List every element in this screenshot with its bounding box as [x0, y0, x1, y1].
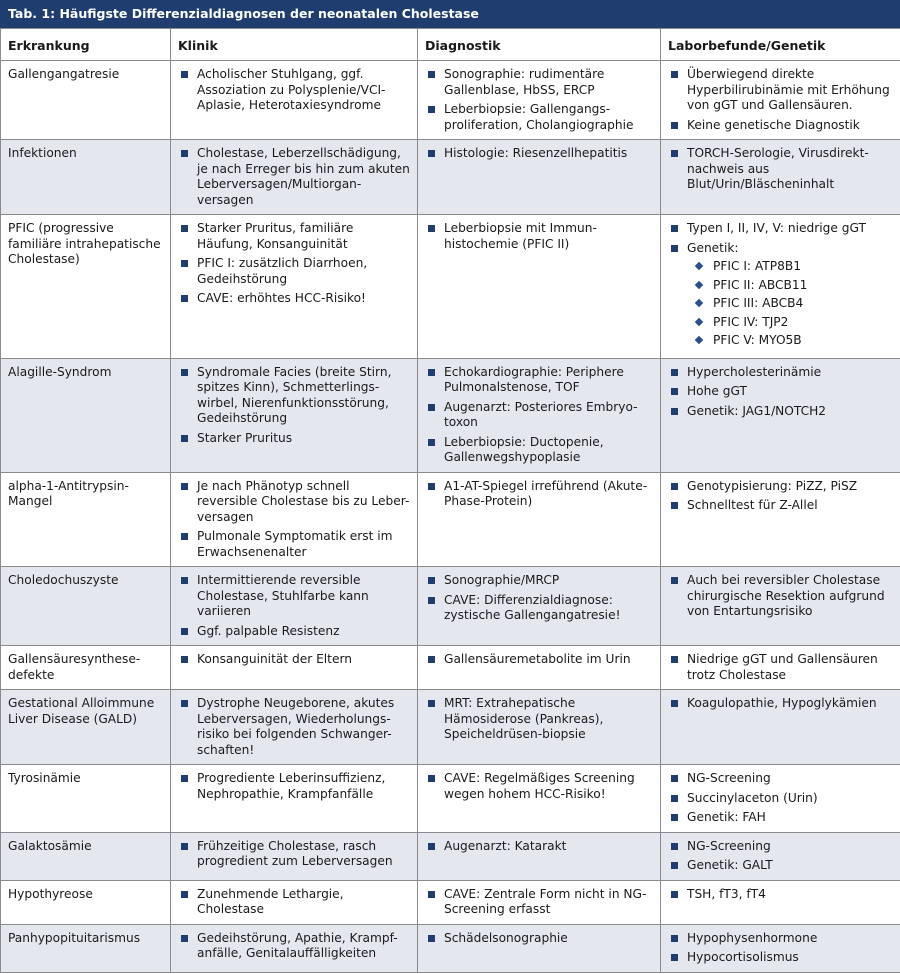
list-item: [668, 573, 894, 620]
square-bullet-icon: [428, 891, 435, 898]
list-item-text: Starker Pruritus: [197, 430, 293, 445]
square-bullet-icon: [671, 814, 678, 821]
list-item: [178, 624, 411, 640]
bullet-list: [178, 839, 411, 870]
square-bullet-icon: [181, 891, 188, 898]
list-item: [668, 791, 894, 807]
list-item-text: Sonographie/MRCP: [444, 573, 560, 587]
list-item-text: Koagulopathie, Hypoglykämien: [687, 696, 877, 710]
list-item: [178, 67, 411, 114]
list-item: [425, 479, 654, 510]
table-row: [1, 140, 900, 215]
list-item: [668, 696, 894, 712]
cell-diagnostics: [418, 140, 661, 215]
square-bullet-icon: [428, 439, 435, 446]
list-item-text: Hypercholesterinämie: [687, 364, 822, 379]
square-bullet-icon: [181, 225, 188, 232]
list-item-text: CAVE: erhöhtes HCC-Risiko!: [197, 291, 366, 305]
cell-diagnostics: [418, 765, 661, 833]
header-clinic: Klinik: [171, 29, 418, 61]
cell-diagnostics: [418, 215, 661, 359]
bullet-list: [668, 67, 894, 133]
sub-list-item: [694, 315, 894, 331]
square-bullet-icon: [671, 388, 678, 395]
bullet-list: [178, 146, 411, 208]
cell-clinic: [171, 832, 418, 880]
list-item-text: Hypophysenhormone: [687, 930, 818, 945]
list-item: [425, 67, 654, 98]
list-item: [668, 146, 894, 193]
list-item-text: Genetik: FAH: [687, 810, 766, 824]
square-bullet-icon: [181, 150, 188, 157]
list-item: [668, 810, 894, 826]
cell-disease: Infektionen: [1, 140, 171, 215]
table-row: [1, 880, 900, 924]
square-bullet-icon: [671, 483, 678, 490]
sub-list-item: [694, 278, 894, 294]
cell-lab-genetics: [661, 832, 900, 880]
list-item-text: Dystrophe Neugeborene, akutes Leberversagen, Wiederholungs-risiko bei folgenden Schwanger-schaften!: [197, 696, 395, 757]
cell-clinic: [171, 924, 418, 972]
differential-diagnosis-table: [0, 28, 900, 973]
sub-list-item-text: PFIC I: ATP8B1: [713, 259, 801, 273]
list-item: [178, 256, 411, 287]
list-item-text: Auch bei reversibler Cholestase chirurgische Resektion aufgrund von Entartungsrisiko: [687, 573, 885, 618]
sub-list-item-text: PFIC III: ABCB4: [713, 296, 804, 310]
list-item: [178, 291, 411, 307]
list-item: [425, 931, 654, 947]
list-item: [178, 931, 411, 962]
cell-diagnostics: [418, 880, 661, 924]
diamond-bullet-icon: [695, 336, 703, 344]
sub-list-item: [694, 259, 894, 275]
list-item: [668, 771, 894, 787]
square-bullet-icon: [181, 483, 188, 490]
list-item: [425, 573, 654, 589]
bullet-list: [178, 365, 411, 447]
cell-lab-genetics: [661, 765, 900, 833]
bullet-list: [668, 365, 894, 420]
cell-clinic: [171, 765, 418, 833]
square-bullet-icon: [428, 404, 435, 411]
square-bullet-icon: [671, 862, 678, 869]
cell-clinic: [171, 358, 418, 472]
square-bullet-icon: [181, 700, 188, 707]
square-bullet-icon: [181, 775, 188, 782]
square-bullet-icon: [671, 843, 678, 850]
square-bullet-icon: [181, 435, 188, 442]
sub-list-item-text: PFIC V: MYO5B: [713, 333, 802, 347]
cell-disease: Panhypopituitarismus: [1, 924, 171, 972]
bullet-list: [425, 146, 654, 162]
square-bullet-icon: [181, 71, 188, 78]
cell-disease: Gallensäuresynthese-defekte: [1, 646, 171, 690]
list-item: [178, 529, 411, 560]
list-item-text: Gedeihstörung, Apathie, Krampf-anfälle, Genitalauffälligkeiten: [197, 930, 398, 960]
cell-lab-genetics: [661, 924, 900, 972]
cell-diagnostics: [418, 567, 661, 646]
bullet-list: [425, 839, 654, 855]
cell-clinic: [171, 140, 418, 215]
diamond-bullet-icon: [695, 262, 703, 270]
table-row: [1, 358, 900, 472]
list-item-text: NG-Screening: [687, 838, 771, 853]
square-bullet-icon: [181, 656, 188, 663]
cell-clinic: [171, 61, 418, 140]
diamond-bullet-icon: [695, 280, 703, 288]
cell-lab-genetics: [661, 140, 900, 215]
list-item: [668, 404, 894, 420]
bullet-list: [178, 771, 411, 802]
bullet-list: [425, 573, 654, 624]
square-bullet-icon: [181, 628, 188, 635]
list-item: [178, 696, 411, 758]
list-item: [425, 146, 654, 162]
square-bullet-icon: [181, 260, 188, 267]
list-item: [425, 365, 654, 396]
list-item-text: Schnelltest für Z-Allel: [687, 498, 818, 512]
list-item: [178, 479, 411, 526]
bullet-list: [425, 479, 654, 510]
list-item-text: Konsanguinität der Eltern: [197, 652, 352, 666]
list-item: [668, 384, 894, 400]
diamond-bullet-icon: [695, 299, 703, 307]
list-item-text: Hohe gGT: [687, 384, 747, 398]
cell-diagnostics: [418, 61, 661, 140]
cell-lab-genetics: [661, 61, 900, 140]
list-item-text: Echokardiographie: Periphere Pulmonalstenose, TOF: [444, 364, 624, 394]
list-item: [668, 858, 894, 874]
square-bullet-icon: [671, 795, 678, 802]
list-item: [425, 771, 654, 802]
bullet-list: [178, 652, 411, 668]
square-bullet-icon: [428, 483, 435, 490]
list-item-text: CAVE: Zentrale Form nicht in NG-Screening erfasst: [444, 886, 647, 916]
square-bullet-icon: [181, 935, 188, 942]
bullet-list: [668, 146, 894, 193]
list-item-text: Cholestase, Leberzellschädigung, je nach Erreger bis hin zum akuten Leberversagen/Multiorgan-versagen: [197, 146, 410, 207]
square-bullet-icon: [671, 71, 678, 78]
square-bullet-icon: [671, 150, 678, 157]
list-item: [178, 771, 411, 802]
list-item-text: Augenarzt: Posteriores Embryo-toxon: [444, 399, 638, 429]
list-item-text: Ggf. palpable Resistenz: [197, 623, 340, 638]
square-bullet-icon: [671, 656, 678, 663]
table-row: [1, 646, 900, 690]
list-item: [425, 221, 654, 252]
cell-lab-genetics: [661, 567, 900, 646]
list-item-text: Acholischer Stuhlgang, ggf. Assoziation zu Polysplenie/VCI-Aplasie, Heterotaxiesyndrome: [197, 67, 386, 112]
bullet-list: [668, 771, 894, 826]
bullet-list: [425, 652, 654, 668]
list-item-text: Gallensäuremetabolite im Urin: [444, 652, 631, 666]
list-item-text: Starker Pruritus, familiäre Häufung, Konsanguinität: [197, 221, 354, 251]
list-item-text: PFIC I: zusätzlich Diarrhoen, Gedeihstörung: [197, 256, 368, 286]
list-item-text: TSH, fT3, fT4: [687, 886, 766, 901]
list-item-text: Keine genetische Diagnostik: [687, 117, 860, 132]
list-item: [178, 431, 411, 447]
bullet-list: [178, 67, 411, 114]
sub-list-item-text: PFIC II: ABCB11: [713, 277, 808, 292]
list-item-text: Genetik:: [687, 240, 739, 255]
list-item-text: Progrediente Leberinsuffizienz, Nephropathie, Krampfanfälle: [197, 771, 386, 801]
table-row: [1, 61, 900, 140]
table-row: [1, 765, 900, 833]
square-bullet-icon: [428, 843, 435, 850]
cell-disease: Choledochuszyste: [1, 567, 171, 646]
square-bullet-icon: [671, 502, 678, 509]
list-item-text: MRT: Extrahepatische Hämosiderose (Pankreas), Speicheldrüsen-biopsie: [444, 696, 604, 741]
list-item: [425, 696, 654, 743]
square-bullet-icon: [428, 597, 435, 604]
table-body: [1, 61, 900, 973]
list-item: [668, 221, 894, 237]
list-item-text: CAVE: Regelmäßiges Screening wegen hohem HCC-Risiko!: [444, 771, 635, 801]
square-bullet-icon: [428, 700, 435, 707]
header-lab-genetics: Laborbefunde/Genetik: [661, 29, 900, 61]
square-bullet-icon: [428, 935, 435, 942]
cell-clinic: [171, 646, 418, 690]
cell-clinic: [171, 567, 418, 646]
bullet-list: [425, 67, 654, 133]
square-bullet-icon: [671, 122, 678, 129]
square-bullet-icon: [428, 106, 435, 113]
genetics-sub-list: [694, 259, 894, 349]
cell-lab-genetics: [661, 358, 900, 472]
square-bullet-icon: [671, 369, 678, 376]
list-item: [178, 839, 411, 870]
bullet-list: [178, 221, 411, 307]
bullet-list: [668, 221, 894, 349]
bullet-list: [425, 887, 654, 918]
table-row: [1, 690, 900, 765]
bullet-list: [425, 221, 654, 252]
list-item-text: Niedrige gGT und Gallensäuren trotz Cholestase: [687, 652, 878, 682]
bullet-list: [425, 771, 654, 802]
bullet-list: [668, 887, 894, 903]
list-item: [178, 365, 411, 427]
bullet-list: [178, 887, 411, 918]
sub-list-item-text: PFIC IV: TJP2: [713, 314, 789, 329]
cell-disease: Alagille-Syndrom: [1, 358, 171, 472]
bullet-list: [425, 696, 654, 743]
bullet-list: [668, 479, 894, 514]
list-item: [668, 839, 894, 855]
cell-disease: Gestational Alloimmune Liver Disease (GALD): [1, 690, 171, 765]
list-item: [178, 146, 411, 208]
list-item: [178, 887, 411, 918]
cell-disease: Galaktosämie: [1, 832, 171, 880]
table-row: [1, 924, 900, 972]
list-item-text: Leberbiopsie: Ductopenie, Gallenwegshypoplasie: [444, 434, 604, 464]
cell-clinic: [171, 472, 418, 567]
list-item-text: Pulmonale Symptomatik erst im Erwachsenenalter: [197, 529, 393, 559]
square-bullet-icon: [671, 225, 678, 232]
list-item: [668, 241, 894, 349]
cell-lab-genetics: [661, 690, 900, 765]
list-item-text: Sonographie: rudimentäre Gallenblase, HbSS, ERCP: [444, 67, 605, 97]
bullet-list: [668, 931, 894, 966]
sub-list-item: [694, 296, 894, 312]
list-item: [425, 887, 654, 918]
square-bullet-icon: [671, 245, 678, 252]
square-bullet-icon: [671, 408, 678, 415]
bullet-list: [668, 696, 894, 712]
bullet-list: [668, 652, 894, 683]
list-item: [425, 652, 654, 668]
list-item: [425, 435, 654, 466]
list-item-text: Typen I, II, IV, V: niedrige gGT: [687, 221, 866, 235]
square-bullet-icon: [671, 577, 678, 584]
square-bullet-icon: [671, 775, 678, 782]
list-item-text: Intermittierende reversible Cholestase, Stuhlfarbe kann variieren: [197, 573, 369, 618]
list-item-text: A1-AT-Spiegel irreführend (Akute-Phase-Protein): [444, 478, 648, 508]
square-bullet-icon: [181, 295, 188, 302]
list-item-text: Überwiegend direkte Hyperbilirubinämie mit Erhöhung von gGT und Gallensäuren.: [687, 67, 890, 112]
bullet-list: [178, 696, 411, 758]
list-item-text: TORCH-Serologie, Virusdirekt-nachweis aus Blut/Urin/Bläscheninhalt: [687, 146, 869, 191]
list-item: [668, 931, 894, 947]
cell-disease: Tyrosinämie: [1, 765, 171, 833]
bullet-list: [668, 573, 894, 620]
list-item-text: Schädelsonographie: [444, 930, 568, 945]
cell-lab-genetics: [661, 880, 900, 924]
cell-disease: PFIC (progressive familiäre intrahepatische Cholestase): [1, 215, 171, 359]
list-item-text: Augenarzt: Katarakt: [444, 838, 567, 853]
bullet-list: [425, 365, 654, 466]
list-item-text: Genetik: GALT: [687, 858, 773, 872]
cell-clinic: [171, 880, 418, 924]
square-bullet-icon: [671, 935, 678, 942]
list-item-text: Zunehmende Lethargie, Cholestase: [197, 886, 344, 916]
list-item-text: Succinylaceton (Urin): [687, 790, 818, 805]
list-item: [668, 498, 894, 514]
bullet-list: [668, 839, 894, 874]
square-bullet-icon: [428, 577, 435, 584]
cell-diagnostics: [418, 924, 661, 972]
list-item: [425, 102, 654, 133]
list-item-text: CAVE: Differenzialdiagnose: zystische Gallengangatresie!: [444, 592, 621, 622]
list-item-text: Frühzeitige Cholestase, rasch progredient zum Leberversagen: [197, 838, 393, 868]
square-bullet-icon: [181, 369, 188, 376]
square-bullet-icon: [428, 369, 435, 376]
square-bullet-icon: [181, 843, 188, 850]
sub-list-item: [694, 333, 894, 349]
list-item: [425, 839, 654, 855]
header-diagnostics: Diagnostik: [418, 29, 661, 61]
cell-diagnostics: [418, 646, 661, 690]
list-item-text: Genotypisierung: PiZZ, PiSZ: [687, 478, 858, 493]
list-item: [668, 479, 894, 495]
list-item: [668, 950, 894, 966]
cell-diagnostics: [418, 358, 661, 472]
bullet-list: [178, 573, 411, 639]
square-bullet-icon: [428, 71, 435, 78]
diamond-bullet-icon: [695, 317, 703, 325]
list-item-text: Genetik: JAG1/NOTCH2: [687, 403, 827, 418]
table-title: Tab. 1: Häufigste Differenzialdiagnosen der neonatalen Cholestase: [0, 0, 900, 28]
list-item: [425, 593, 654, 624]
cell-diagnostics: [418, 690, 661, 765]
square-bullet-icon: [671, 700, 678, 707]
square-bullet-icon: [671, 891, 678, 898]
square-bullet-icon: [428, 656, 435, 663]
list-item-text: Je nach Phänotyp schnell reversible Cholestase bis zu Leber-versagen: [197, 478, 410, 524]
cell-disease: Gallengangatresie: [1, 61, 171, 140]
square-bullet-icon: [181, 533, 188, 540]
list-item-text: Leberbiopsie: Gallengangs-proliferation, Cholangiographie: [444, 102, 634, 132]
bullet-list: [425, 931, 654, 947]
cell-lab-genetics: [661, 472, 900, 567]
square-bullet-icon: [428, 775, 435, 782]
list-item: [668, 887, 894, 903]
list-item-text: Histologie: Riesenzellhepatitis: [444, 146, 628, 160]
table-row: [1, 832, 900, 880]
list-item: [668, 118, 894, 134]
cell-diagnostics: [418, 472, 661, 567]
list-item: [668, 365, 894, 381]
list-item-text: NG-Screening: [687, 771, 771, 785]
cell-diagnostics: [418, 832, 661, 880]
square-bullet-icon: [181, 577, 188, 584]
cell-lab-genetics: [661, 646, 900, 690]
table-row: [1, 567, 900, 646]
table-row: [1, 472, 900, 567]
square-bullet-icon: [428, 225, 435, 232]
bullet-list: [178, 479, 411, 561]
list-item: [668, 67, 894, 114]
list-item-text: Syndromale Facies (breite Stirn, spitzes Kinn), Schmetterlings-wirbel, Nierenfunktionsstörung, Gedeihstörung: [197, 364, 392, 425]
header-row: [1, 29, 900, 61]
list-item: [178, 221, 411, 252]
cell-clinic: [171, 215, 418, 359]
list-item-text: Leberbiopsie mit Immun-histochemie (PFIC II): [444, 221, 597, 251]
list-item: [178, 652, 411, 668]
list-item: [425, 400, 654, 431]
cell-clinic: [171, 690, 418, 765]
bullet-list: [178, 931, 411, 962]
header-disease: Erkrankung: [1, 29, 171, 61]
square-bullet-icon: [428, 150, 435, 157]
list-item: [178, 573, 411, 620]
cell-disease: alpha-1-Antitrypsin-Mangel: [1, 472, 171, 567]
table-row: [1, 215, 900, 359]
list-item-text: Hypocortisolismus: [687, 950, 799, 964]
list-item: [668, 652, 894, 683]
cell-lab-genetics: [661, 215, 900, 359]
cell-disease: Hypothyreose: [1, 880, 171, 924]
square-bullet-icon: [671, 954, 678, 961]
